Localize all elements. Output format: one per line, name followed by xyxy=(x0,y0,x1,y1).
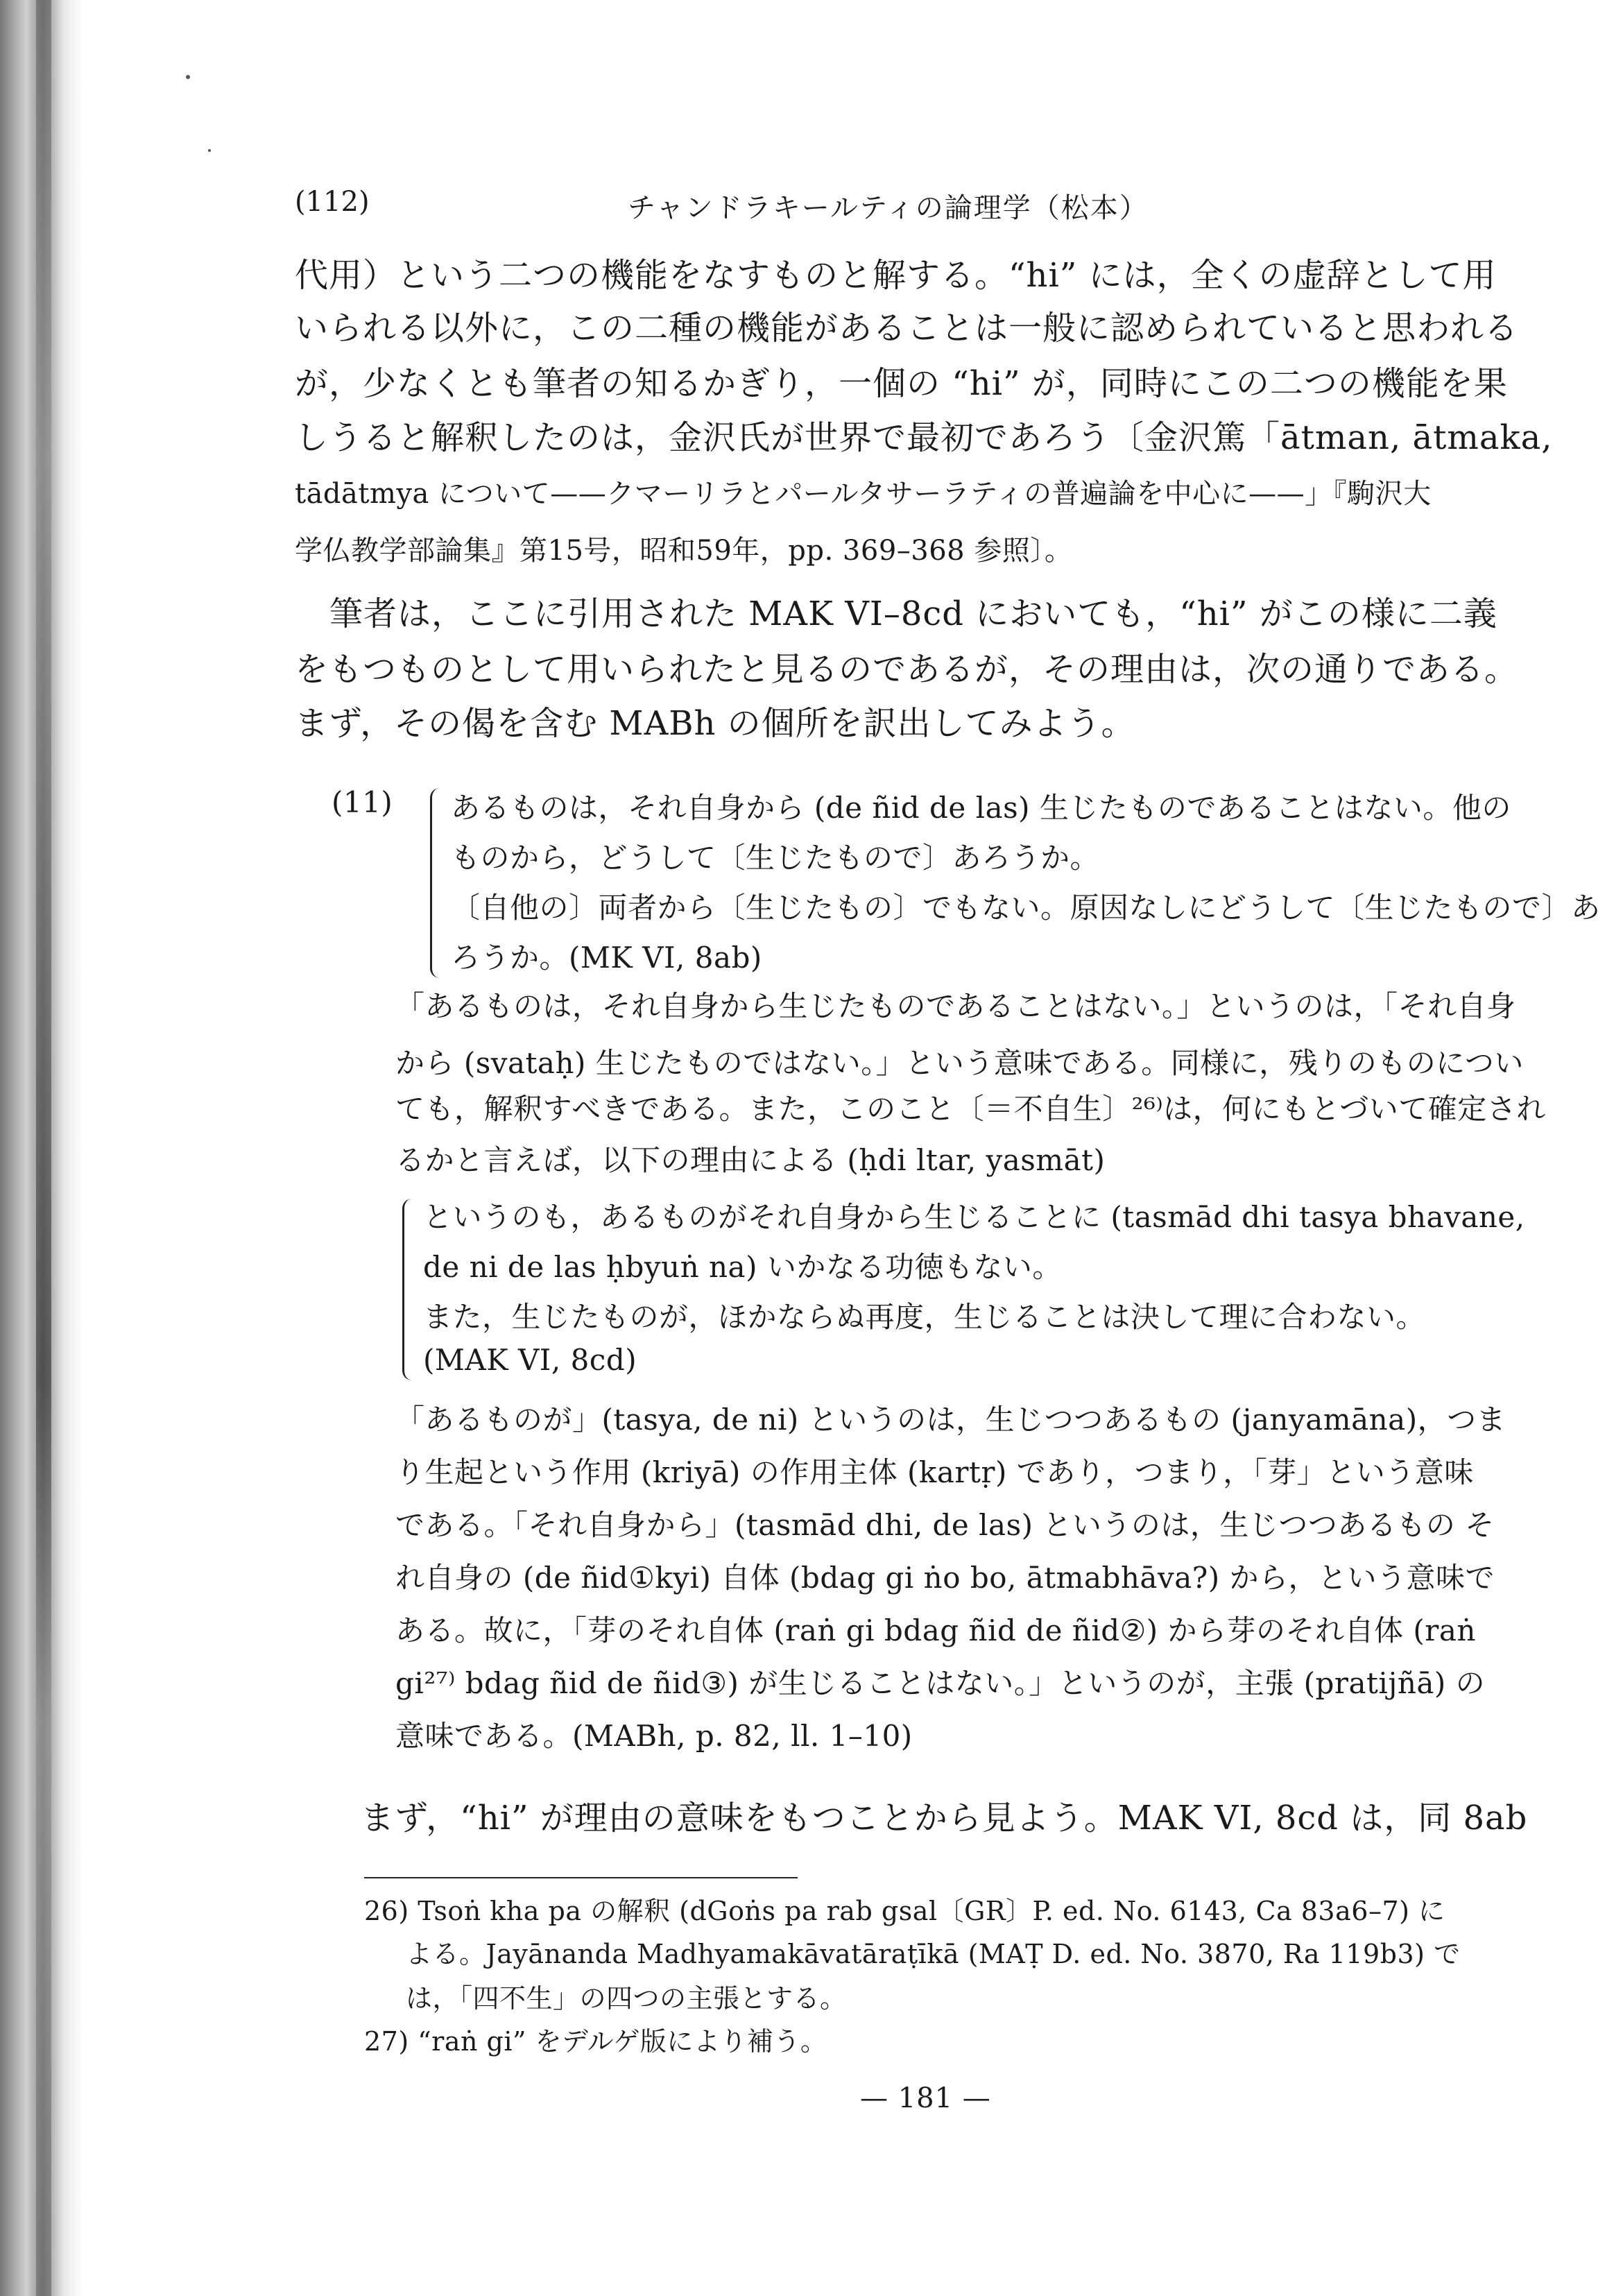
commentary-line: ても，解釈すべきである。また，このこと〔＝不自生〕²⁶⁾は，何にもとづいて確定され xyxy=(395,1092,1546,1126)
running-title: チャンドラキールティの論理学（松本） xyxy=(628,192,1149,224)
commentary-line: り生起という作用 (kriyā) の作用主体 (kartṛ) であり，つまり，「芽」という意味 xyxy=(395,1455,1474,1489)
commentary-line: である。「それ自身から」(tasmād dhi, de las) というのは，生じつつあるもの そ xyxy=(395,1508,1495,1542)
verse-bracket xyxy=(430,788,446,978)
verse-line: ろうか。(MK VI, 8ab) xyxy=(451,941,762,975)
commentary-line: から (svataḥ) 生じたものではない。」という意味である。同様に，残りのものについ xyxy=(395,1046,1524,1080)
verse-line: de ni de las ḥbyuṅ na) いかなる功徳もない。 xyxy=(423,1250,1062,1284)
commentary-line: 「あるものが」(tasya, de ni) というのは，生じつつあるもの (janyamāna)，つま xyxy=(395,1403,1506,1437)
body-line: いられる以外に，この二種の機能があることは一般に認められていると思われる xyxy=(295,309,1519,348)
footnote-rule xyxy=(364,1877,798,1878)
body-line: 学仏教学部論集』第15号，昭和59年，pp. 369–368 参照〕。 xyxy=(295,535,1073,567)
book-spine-binding xyxy=(36,0,51,2296)
commentary-line: 意味である。(MABh, p. 82, ll. 1–10) xyxy=(395,1719,913,1753)
commentary-line: 「あるものは，それ自身から生じたものであることはない。」というのは，「それ自身 xyxy=(395,989,1516,1023)
body-line: まず，その偈を含む MABh の個所を訳出してみよう。 xyxy=(295,704,1135,743)
body-line: tādātmya について——クマーリラとパールタサーラティの普遍論を中心に——」『駒沢大 xyxy=(295,478,1432,510)
scan-speck xyxy=(208,149,211,152)
body-line: まず，“hi” が理由の意味をもつことから見よう。MAK VI, 8cd は，同 8ab xyxy=(361,1799,1528,1837)
footnote-line: 27) “raṅ gi” をデルゲ版により補う。 xyxy=(364,2026,827,2057)
page-number: — 181 — xyxy=(860,2082,991,2114)
body-line: 筆者は，ここに引用された MAK VI–8cd においても，“hi” がこの様に二義 xyxy=(329,594,1497,633)
body-line: をもつものとして用いられたと見るのであるが，その理由は，次の通りである。 xyxy=(295,650,1519,689)
commentary-line: gi²⁷⁾ bdag ñid de ñid③) が生じることはない。」というのが，主張 (pratijñā) の xyxy=(395,1666,1486,1700)
verse-bracket xyxy=(402,1199,418,1380)
verse-line: また，生じたものが，ほかならぬ再度，生じることは決して理に合わない。 xyxy=(423,1300,1426,1334)
commentary-line: るかと言えば，以下の理由による (ḥdi ltar, yasmāt) xyxy=(395,1143,1106,1177)
quote-number: (11) xyxy=(332,785,393,819)
footnote-line: は，「四不生」の四つの主張とする。 xyxy=(406,1983,847,2014)
verse-line: あるものは，それ自身から (de ñid de las) 生じたものであることはない。他の xyxy=(451,791,1511,825)
verse-line: 〔自他の〕両者から〔生じたもの〕でもない。原因なしにどうして〔生じたもので〕あ xyxy=(451,891,1601,925)
commentary-line: れ自身の (de ñid①kyi) 自体 (bdag gi ṅo bo, ātmabhāva?) から，という意味で xyxy=(395,1561,1495,1595)
verse-line: ものから，どうして〔生じたもので〕あろうか。 xyxy=(451,841,1100,875)
footnote-line: 26) Tsoṅ kha pa の解釈 (dGoṅs pa rab gsal〔GR〕P. ed. No. 6143, Ca 83a6–7) に xyxy=(364,1896,1445,1926)
body-line: しうると解釈したのは，金沢氏が世界で最初であろう〔金沢篤「ātman, ātmaka, xyxy=(295,418,1553,457)
footnote-line: よる。Jayānanda Madhyamakāvatāraṭīkā (MAṬ D. ed. No. 3870, Ra 119b3) で xyxy=(406,1939,1461,1969)
page-label: (112) xyxy=(295,186,370,218)
commentary-line: ある。故に，「芽のそれ自体 (raṅ gi bdag ñid de ñid②) から芽のそれ自体 (raṅ xyxy=(395,1613,1476,1647)
scan-speck xyxy=(186,75,190,79)
verse-line: (MAK VI, 8cd) xyxy=(423,1343,637,1377)
verse-line: というのも，あるものがそれ自身から生じることに (tasmād dhi tasya bhavane, xyxy=(423,1200,1525,1234)
body-line: 代用）という二つの機能をなすものと解する。“hi” には，全くの虚辞として用 xyxy=(295,256,1497,295)
body-line: が，少なくとも筆者の知るかぎり，一個の “hi” が，同時にこの二つの機能を果 xyxy=(295,364,1508,403)
